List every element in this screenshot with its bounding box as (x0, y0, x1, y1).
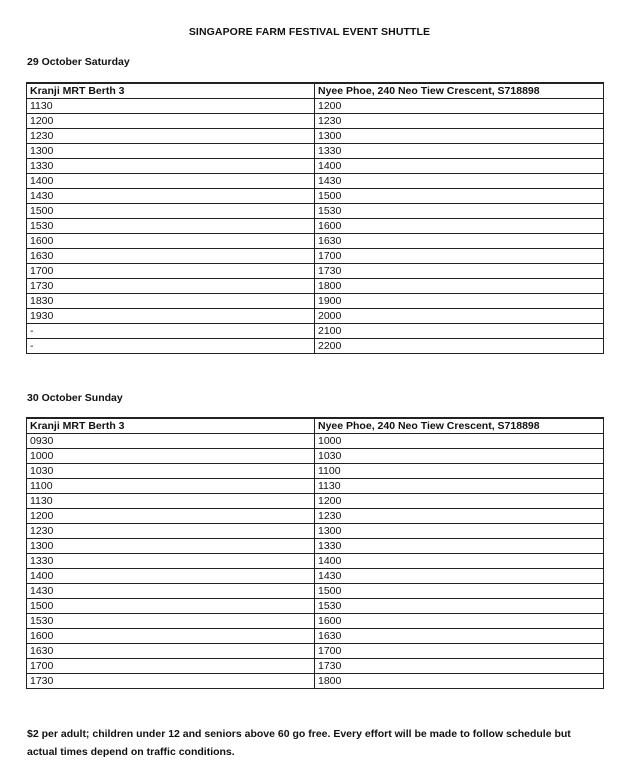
departure-time: 1730 (27, 674, 315, 689)
header-destination: Nyee Phoe, 240 Neo Tiew Crescent, S718898 (315, 418, 604, 434)
departure-time: 1700 (27, 659, 315, 674)
table-row (27, 144, 604, 159)
arrival-time: 2000 (315, 309, 604, 324)
table-row (27, 479, 604, 494)
arrival-time: 1800 (315, 279, 604, 294)
table-row (27, 309, 604, 324)
arrival-time: 1800 (315, 674, 604, 689)
arrival-time: 1530 (315, 204, 604, 219)
departure-time: 1630 (27, 644, 315, 659)
arrival-time: 1900 (315, 294, 604, 309)
departure-time: 1200 (27, 509, 315, 524)
table-row (27, 294, 604, 309)
departure-time: 1600 (27, 629, 315, 644)
arrival-time: 1030 (315, 449, 604, 464)
table-row (27, 629, 604, 644)
arrival-time: 1630 (315, 629, 604, 644)
arrival-time: 1400 (315, 159, 604, 174)
arrival-time: 1330 (315, 539, 604, 554)
departure-time: 1430 (27, 584, 315, 599)
departure-time: 1530 (27, 614, 315, 629)
table-row (27, 659, 604, 674)
table-row (27, 264, 604, 279)
table-header-row (27, 418, 604, 434)
arrival-time: 1130 (315, 479, 604, 494)
arrival-time: 1300 (315, 524, 604, 539)
table-row (27, 449, 604, 464)
departure-time: 1200 (27, 114, 315, 129)
table-row (27, 554, 604, 569)
departure-time: 1030 (27, 464, 315, 479)
arrival-time: 1730 (315, 659, 604, 674)
departure-time: 1400 (27, 174, 315, 189)
arrival-time: 1230 (315, 509, 604, 524)
table-row (27, 599, 604, 614)
departure-time: 1600 (27, 234, 315, 249)
arrival-time: 1200 (315, 99, 604, 114)
table-row (27, 99, 604, 114)
departure-time: 1500 (27, 599, 315, 614)
arrival-time: 1100 (315, 464, 604, 479)
header-origin: Kranji MRT Berth 3 (27, 83, 315, 99)
table-row (27, 434, 604, 449)
table-row (27, 219, 604, 234)
schedule-table-sunday (26, 417, 604, 689)
arrival-time: 1430 (315, 569, 604, 584)
arrival-time: 1630 (315, 234, 604, 249)
fare-note: $2 per adult; children under 12 and seniors above 60 go free. Every effort will be made to follow schedule but actual times depend on traffic conditions. (27, 728, 571, 758)
arrival-time: 1400 (315, 554, 604, 569)
table-row (27, 234, 604, 249)
departure-time: 1400 (27, 569, 315, 584)
arrival-time: 1500 (315, 189, 604, 204)
arrival-time: 1700 (315, 249, 604, 264)
departure-time: 0930 (27, 434, 315, 449)
table-row (27, 189, 604, 204)
departure-time: 1930 (27, 309, 315, 324)
table-row (27, 324, 604, 339)
departure-time: 1630 (27, 249, 315, 264)
departure-time: 1100 (27, 479, 315, 494)
departure-time: 1230 (27, 524, 315, 539)
departure-time: 1330 (27, 554, 315, 569)
table-row (27, 674, 604, 689)
table-row (27, 114, 604, 129)
departure-time: 1300 (27, 144, 315, 159)
table-row (27, 464, 604, 479)
table-row (27, 584, 604, 599)
arrival-time: 1600 (315, 219, 604, 234)
arrival-time: 1730 (315, 264, 604, 279)
departure-time: 1130 (27, 494, 315, 509)
arrival-time: 2200 (315, 339, 604, 354)
departure-time: 1530 (27, 219, 315, 234)
departure-time: - (27, 324, 315, 339)
arrival-time: 1000 (315, 434, 604, 449)
arrival-time: 1530 (315, 599, 604, 614)
departure-time: 1430 (27, 189, 315, 204)
departure-time: 1300 (27, 539, 315, 554)
departure-time: 1500 (27, 204, 315, 219)
page-title: SINGAPORE FARM FESTIVAL EVENT SHUTTLE (188, 26, 431, 38)
table-row (27, 524, 604, 539)
table-row (27, 539, 604, 554)
table-header-row (27, 83, 604, 99)
table-row (27, 569, 604, 584)
day-heading-sunday: 30 October Sunday (27, 392, 123, 404)
table-row (27, 644, 604, 659)
arrival-time: 1430 (315, 174, 604, 189)
table-row (27, 509, 604, 524)
table-row (27, 494, 604, 509)
arrival-time: 1700 (315, 644, 604, 659)
departure-time: 1330 (27, 159, 315, 174)
table-row (27, 129, 604, 144)
table-row (27, 174, 604, 189)
departure-time: 1130 (27, 99, 315, 114)
departure-time: 1000 (27, 449, 315, 464)
arrival-time: 1330 (315, 144, 604, 159)
table-row (27, 339, 604, 354)
arrival-time: 1230 (315, 114, 604, 129)
header-destination: Nyee Phoe, 240 Neo Tiew Crescent, S718898 (315, 83, 604, 99)
departure-time: 1730 (27, 279, 315, 294)
schedule-table-saturday (26, 82, 604, 354)
table-row (27, 614, 604, 629)
table-row (27, 159, 604, 174)
table-row (27, 204, 604, 219)
header-origin: Kranji MRT Berth 3 (27, 418, 315, 434)
arrival-time: 1500 (315, 584, 604, 599)
arrival-time: 1600 (315, 614, 604, 629)
departure-time: 1230 (27, 129, 315, 144)
departure-time: 1830 (27, 294, 315, 309)
arrival-time: 1200 (315, 494, 604, 509)
arrival-time: 2100 (315, 324, 604, 339)
departure-time: 1700 (27, 264, 315, 279)
arrival-time: 1300 (315, 129, 604, 144)
day-heading-saturday: 29 October Saturday (27, 56, 130, 68)
table-row (27, 279, 604, 294)
departure-time: - (27, 339, 315, 354)
table-row (27, 249, 604, 264)
